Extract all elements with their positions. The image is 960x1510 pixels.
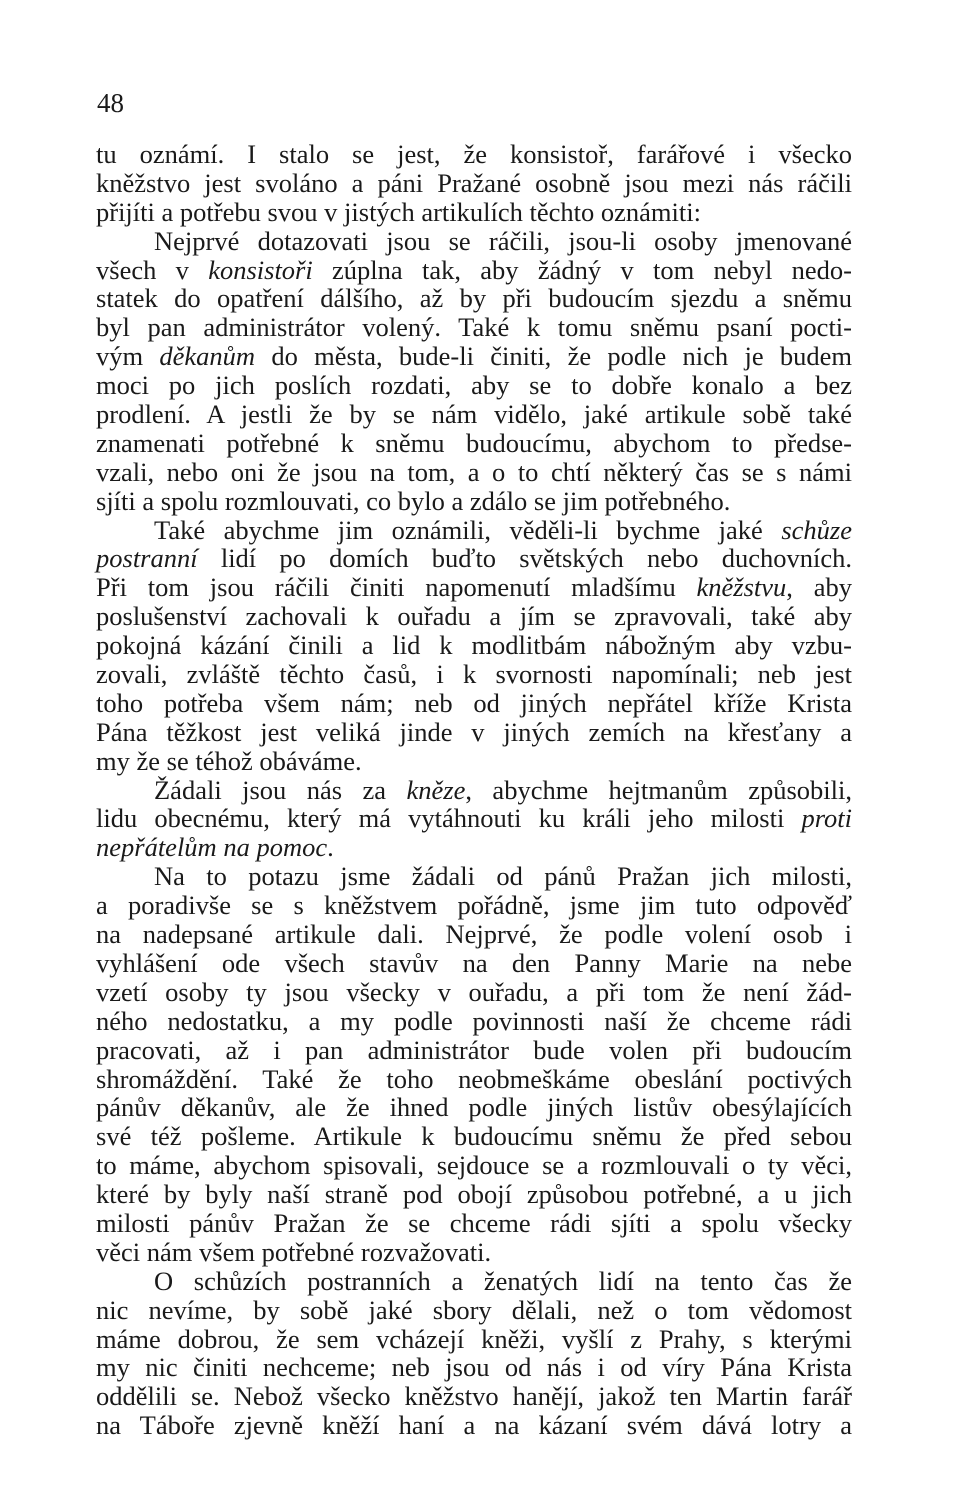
text-run: statek do opatření dálšího, až by při budoucím sjezdu a sněmu xyxy=(96,283,852,314)
text-run: to máme, abychom spisovali, sejdouce se a rozmlouvali o ty věci, xyxy=(96,1150,852,1181)
text-run: my nic činiti nechceme; neb jsou od nás i od víry Pána Krista xyxy=(96,1352,852,1383)
text-run: své též pošleme. Artikule k budoucímu sněmu že před sebou xyxy=(96,1121,852,1152)
text-line xyxy=(96,1382,852,1411)
text-run: přijíti a potřebu svou v jistých artikulích těchto oznámiti: xyxy=(96,196,701,227)
text-line xyxy=(96,198,852,227)
text-run: pracovati, až i pan administrátor bude volen při budoucím xyxy=(96,1034,852,1065)
text-line xyxy=(96,1151,852,1180)
text-run: na nadepsané artikule dali. Nejprvé, že podle volení osob i xyxy=(96,919,852,950)
text-line xyxy=(96,516,852,545)
text-line xyxy=(96,1007,852,1036)
text-run: vyhlášení ode všech stavův na den Panny Marie na nebe xyxy=(96,947,852,978)
text-run: my že se téhož obáváme. xyxy=(96,745,362,776)
text-run: . xyxy=(327,832,334,863)
text-line xyxy=(96,1209,852,1238)
text-run: ného nedostatku, a my podle povinnosti naší že chceme rádi xyxy=(96,1005,852,1036)
text-line xyxy=(96,891,852,920)
text-line xyxy=(96,1093,852,1122)
text-run: prodlení. A jestli že by se nám vidělo, jaké artikule sobě také xyxy=(96,399,852,430)
text-run: O schůzích postranních a ženatých lidí na tento čas že xyxy=(154,1265,852,1296)
text-line xyxy=(96,429,852,458)
text-run: zovali, zvláště těchto časů, i k svornosti napomínali; neb jest xyxy=(96,659,852,690)
text-run: Žádali jsou nás za xyxy=(154,774,407,805)
text-line xyxy=(96,1065,852,1094)
text-run: tu oznámí. I stalo se jest, že konsistoř, farářové i všecko xyxy=(96,139,852,169)
italic-term: kněžstvu xyxy=(696,572,787,603)
text-line xyxy=(96,1411,852,1440)
text-line xyxy=(96,978,852,1007)
text-run: zúplna tak, aby žádný v tom nebyl nedo- xyxy=(312,254,852,285)
text-run: na Táboře zjevně kněží haní a na kázaní svém dává lotry a xyxy=(96,1410,852,1441)
text-run: všech v xyxy=(96,254,209,285)
text-line xyxy=(96,1325,852,1354)
text-line xyxy=(96,458,852,487)
text-line xyxy=(96,1122,852,1151)
italic-term: postranní xyxy=(96,543,198,574)
text-run: poslušenství zachovali k ouřadu a jím se zpravovali, také aby xyxy=(96,601,852,632)
text-line xyxy=(96,140,852,169)
text-run: Na to potazu jsme žádali od pánů Pražan jich milosti, xyxy=(154,861,852,892)
text-run: vým xyxy=(96,341,160,372)
italic-term: nepřátelům na pomoc xyxy=(96,832,328,863)
text-run: a poradivše se s kněžstvem pořádně, jsme jim tuto odpověď xyxy=(96,890,852,921)
text-line xyxy=(96,400,852,429)
text-run: Nejprvé dotazovati jsou se ráčili, jsou-li osoby jmenované xyxy=(154,225,852,256)
text-run: shromáždění. Také že toho neobmeškáme obeslání poctivých xyxy=(96,1063,852,1094)
text-run: lidí po domích buďto světských nebo duchovních. xyxy=(197,543,852,574)
text-line xyxy=(96,227,852,256)
text-run: nic nevíme, by sobě jaké sbory dělali, než o tom vědomost xyxy=(96,1294,852,1325)
text-run: vzetí osoby ty jsou všecky v ouřadu, a při tom že není žád- xyxy=(96,976,852,1007)
text-run: Při tom jsou ráčili činiti napomenutí mladšímu xyxy=(96,572,697,603)
text-line xyxy=(96,487,852,516)
text-run: moci po jich poslích rozdati, aby se to dobře konalo a bez xyxy=(96,370,852,401)
italic-term: schůze xyxy=(781,514,852,545)
text-run: věci nám všem potřebné rozvažovati. xyxy=(96,1236,492,1267)
text-run: kněžstvo jest svoláno a páni Pražané osobně jsou mezi nás ráčili xyxy=(96,167,852,198)
text-line xyxy=(96,1036,852,1065)
text-line xyxy=(96,371,852,400)
body-text xyxy=(96,140,852,1440)
text-run: byl pan administrátor volený. Také k tomu sněmu psaní pocti- xyxy=(96,312,852,343)
text-run: pokojná kázání činili a lid k modlitbám nábožným aby vzbu- xyxy=(96,630,852,661)
text-line xyxy=(96,602,852,631)
text-line xyxy=(96,689,852,718)
text-run: , aby xyxy=(786,572,852,603)
italic-term: konsistoři xyxy=(208,254,313,285)
text-line xyxy=(96,1296,852,1325)
text-run: lidu obecnému, který má vytáhnouti ku králi jeho milosti xyxy=(96,803,802,834)
text-run: toho potřeba všem nám; neb od jiných nepřátel kříže Krista xyxy=(96,687,852,718)
text-line xyxy=(96,949,852,978)
text-line xyxy=(96,747,852,776)
text-run: které by byly naší straně pod obojí způsobou potřebné, a u jich xyxy=(96,1179,852,1210)
text-run: znamenati potřebné k sněmu budoucímu, abychom to předse- xyxy=(96,427,852,458)
text-line xyxy=(96,284,852,313)
italic-term: proti xyxy=(801,803,852,834)
text-line xyxy=(96,342,852,371)
text-run: Pána těžkost jest veliká jinde v jiných zemích na křesťany a xyxy=(96,716,852,747)
text-line xyxy=(96,313,852,342)
italic-term: děkanům xyxy=(159,341,256,372)
text-line xyxy=(96,1238,852,1267)
text-line xyxy=(96,573,852,602)
text-run: , abychme hejtmanům způsobili, xyxy=(465,774,852,805)
italic-term: kněze xyxy=(406,774,466,805)
text-run: milosti pánův Pražan že se chceme rádi sjíti a spolu všecky xyxy=(96,1207,852,1238)
text-line xyxy=(96,833,852,862)
text-line xyxy=(96,1180,852,1209)
text-line xyxy=(96,862,852,891)
text-line xyxy=(96,1267,852,1296)
text-run: Také abychme jim oznámili, věděli-li bychme jaké xyxy=(154,514,782,545)
text-line xyxy=(96,660,852,689)
text-line xyxy=(96,169,852,198)
text-line xyxy=(96,1353,852,1382)
text-line xyxy=(96,718,852,747)
text-line xyxy=(96,544,852,573)
text-run: sjíti a spolu rozmlouvati, co bylo a zdálo se jim potřebného. xyxy=(96,485,731,516)
page-number: 48 xyxy=(97,88,124,118)
text-line xyxy=(96,920,852,949)
text-run: máme dobrou, že sem vcházejí kněži, vyšlí z Prahy, s kterými xyxy=(96,1323,852,1354)
text-line xyxy=(96,776,852,805)
text-line xyxy=(96,256,852,285)
text-line xyxy=(96,631,852,660)
text-line xyxy=(96,804,852,833)
text-run: vzali, nebo oni že jsou na tom, a o to chtí některý čas se s námi xyxy=(96,456,852,487)
text-run: pánův děkanův, ale že ihned podle jiných listův obesýlajících xyxy=(96,1092,852,1123)
text-run: oddělili se. Nebož všecko kněžstvo hanějí, jakož ten Martin farář xyxy=(96,1381,852,1412)
text-run: do města, bude-li činiti, že podle nich je budem xyxy=(255,341,852,372)
